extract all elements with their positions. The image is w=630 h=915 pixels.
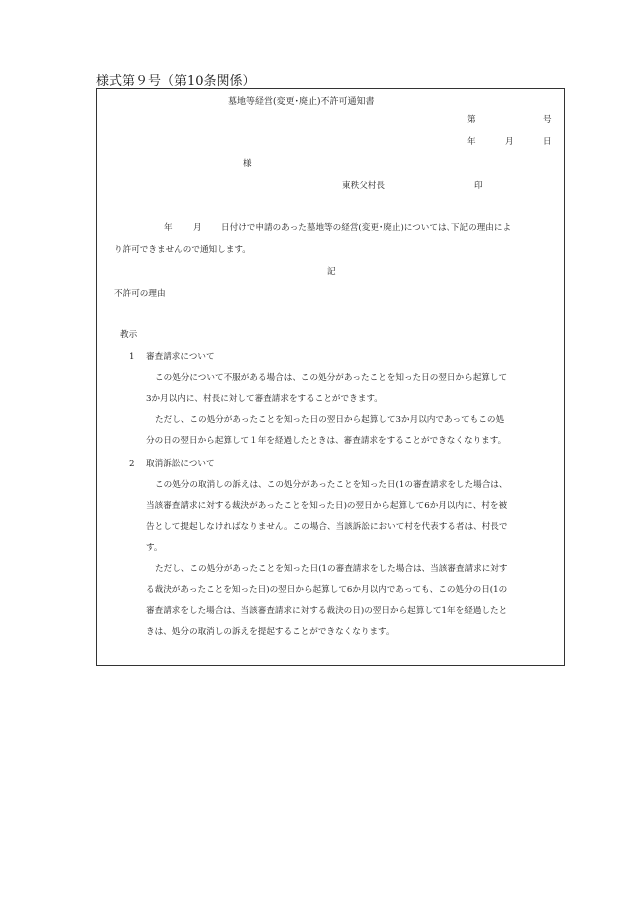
reason-label: 不許可の理由 [114,289,166,299]
intro-year: 年 [164,223,173,233]
section-2-number: 2 [129,459,135,469]
document-title: 墓地等経営(変更･廃止)不許可通知書 [228,97,375,107]
form-number-label: 様式第９号（第10条関係） [96,74,256,89]
recipient-suffix: 様 [243,159,252,169]
section-2-line: る裁決があったことを知った日)の翌日から起算して6か月以内であっても、この処分の日(1の [146,585,508,595]
section-1-line: 分の日の翌日から起算して１年を経過したときは、審査請求をすることができなくなります。 [146,436,507,446]
seal-mark: 印 [474,181,483,191]
date-day: 日 [543,137,552,147]
intro-line-2: り許可できませんので通知します。 [114,245,251,255]
date-year: 年 [467,137,476,147]
ki-heading: 記 [327,267,336,277]
section-2-line: 審査請求をした場合は、当該審査請求に対する裁決の日)の翌日から起算して1年を経過したと [146,606,508,616]
section-2-line: きは、処分の取消しの訴えを提起することができなくなります。 [146,627,395,637]
section-2-line: す。 [146,543,163,553]
section-1-number: 1 [129,352,135,362]
instruction-label: 教示 [120,330,138,340]
intro-line-1: 日付けで申請のあった墓地等の経営(変更･廃止)については､下記の理由によ [221,223,512,233]
issuer-name: 東秩父村長 [342,181,385,191]
section-2-line: ただし、この処分があったことを知った日(1の審査請求をした場合は、当該審査請求に対す [155,564,508,574]
section-2-line: この処分の取消しの訴えは、この処分があったことを知った日(1の審査請求をした場合は、 [155,480,508,490]
section-1-line: ただし、この処分があったことを知った日の翌日から起算して3か月以内であってもこの処 [155,415,505,425]
section-2-heading: 取消訴訟について [146,459,215,469]
section-1-line: 3か月以内に、村長に対して審査請求をすることができます。 [146,394,383,404]
section-2-line: 告として提起しなければなりません。この場合、当該訴訟において村を代表する者は、村長で [146,522,508,532]
date-month: 月 [505,137,514,147]
number-go: 号 [543,115,552,125]
section-2-line: 当該審査請求に対する裁決があったことを知った日)の翌日から起算して6か月以内に、村を被 [146,501,508,511]
number-dai: 第 [467,115,476,125]
intro-month: 月 [193,223,202,233]
section-1-heading: 審査請求について [146,352,215,362]
section-1-line: この処分について不服がある場合は、この処分があったことを知った日の翌日から起算して [155,373,508,383]
